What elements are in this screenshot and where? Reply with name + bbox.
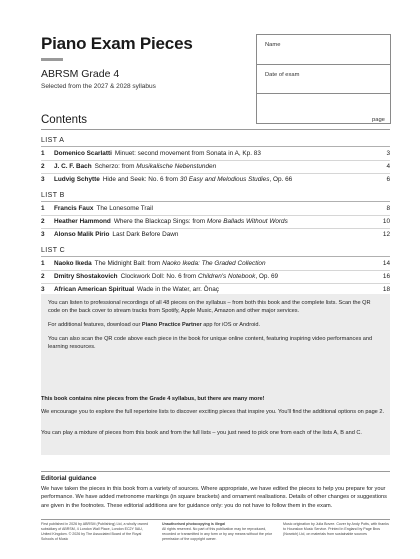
work-title: Last Dark Before Dawn: [112, 231, 179, 238]
composer-name: Ludvig Schytte: [54, 176, 100, 183]
composer-name: Dmitry Shostakovich: [54, 273, 118, 280]
list-heading-rule: [41, 201, 390, 202]
page-number: 12: [382, 231, 390, 238]
page-number: 3: [386, 150, 390, 157]
guidance-rule: [41, 471, 390, 472]
item-number: 3: [41, 286, 45, 293]
date-label: Date of exam: [265, 72, 300, 78]
work-title: Clockwork Doll: No. 6 from Children's Notebook, Op. 69: [120, 273, 279, 280]
name-divider: [257, 64, 390, 65]
intro-bold: This book contains nine pieces from the Grade 4 syllabus, but there are many more!: [41, 396, 265, 402]
item-number: 1: [41, 260, 45, 267]
page-number: 16: [382, 273, 390, 280]
name-label: Name: [265, 42, 281, 48]
work-title: Hide and Seek: No. 6 from 30 Easy and Melodious Studies, Op. 66: [102, 176, 293, 183]
composer-name: Alonso Malik Pirio: [54, 231, 110, 238]
grade-subtitle: ABRSM Grade 4: [41, 68, 120, 80]
composer-name: J. C. F. Bach: [54, 163, 92, 170]
item-number: 3: [41, 176, 45, 183]
qr-paragraph: You can also scan the QR code above each piece in the book for unique online content, featuring inspiring video performances and learning resources.: [48, 336, 373, 351]
contents-item: [41, 148, 390, 160]
list-heading: LIST B: [41, 192, 65, 199]
page-number: 4: [386, 163, 390, 170]
page-number: 6: [386, 176, 390, 183]
composer-name: African American Spiritual: [54, 286, 135, 293]
list-heading-rule: [41, 256, 390, 257]
composer-name: Francis Faux: [54, 205, 94, 212]
guidance-title: Editorial guidance: [41, 475, 97, 482]
item-number: 3: [41, 231, 45, 238]
contents-list: [41, 131, 390, 296]
list-heading: LIST A: [41, 137, 65, 144]
item-number: 2: [41, 163, 45, 170]
page-number: 18: [382, 286, 390, 293]
item-number: 1: [41, 150, 45, 157]
footer-copyright: Unauthorised photocopying is illegal All rights reserved. No part of this publication may be reproduced, recorded or transmitted in any form or by any means without the prior permission of the copyright owner.: [162, 522, 273, 541]
item-number: 1: [41, 205, 45, 212]
work-title: The Lonesome Trail: [96, 205, 153, 212]
contents-rule: [41, 129, 390, 130]
contents-item: [41, 174, 390, 186]
work-title: Minuet: second movement from Sonata in A, Kp. 83: [114, 150, 261, 157]
page-number: 14: [382, 260, 390, 267]
composer-name: Naoko Ikeda: [54, 260, 92, 267]
page-column-label: page: [372, 117, 385, 123]
candidate-details-box: [256, 34, 391, 124]
work-title: Scherzo: from Musikalische Nebenstunden: [94, 163, 217, 170]
page-number: 10: [382, 218, 390, 225]
page-number: 8: [386, 205, 390, 212]
work-title: Wade in the Water, arr. Önaç: [137, 286, 219, 293]
recordings-paragraph: You can listen to professional recordings of all 48 pieces on the syllabus – from both this book and the complete lists. Scan the QR code on the back cover to stream tracks from Spotify, Apple Music, Amazon and other major services.: [48, 300, 371, 315]
work-title: Where the Blackcap Sings: from More Ballads Without Words: [113, 218, 288, 225]
contents-item: [41, 258, 390, 270]
composer-name: Heather Hammond: [54, 218, 111, 225]
contents-item: [41, 203, 390, 215]
app-paragraph: For additional features, download our Piano Practice Partner app for iOS or Android.: [48, 322, 261, 328]
mixture-paragraph: You can play a mixture of pieces from this book and from the full lists – you just need to pick one from each of the lists A, B and C.: [41, 430, 362, 436]
title-underline: [41, 58, 63, 61]
list-heading-rule: [41, 146, 390, 147]
contents-heading: Contents: [41, 114, 88, 126]
date-divider: [257, 93, 390, 94]
footer-credits: Music origination by Julia Bovee. Cover by Andy Potts, with thanks to Hounslow Music Service. Printed in England by Page Bros (Norwich) Ltd, on materials from sustainable sources: [283, 522, 389, 536]
contents-item: [41, 271, 390, 283]
work-title: The Midnight Ball: from Naoko Ikeda: The Graded Collection: [94, 260, 266, 267]
item-number: 2: [41, 273, 45, 280]
footer-rule: [41, 519, 390, 520]
explore-paragraph: We encourage you to explore the full repertoire lists to discover exciting pieces that inspire you. You'll find the additional options on page 2.: [41, 409, 385, 415]
footer-publisher: First published in 2026 by ABRSM (Publishing) Ltd, a wholly owned subsidiary of ABRSM, 4 London Wall Place, London EC2Y 5AU, United Kingdom. © 2026 by The Associated Board of the Royal Schools of Music: [41, 522, 149, 541]
contents-item: [41, 229, 390, 241]
page-title: Piano Exam Pieces: [41, 34, 193, 53]
item-number: 2: [41, 218, 45, 225]
contents-item: [41, 216, 390, 228]
contents-item: [41, 161, 390, 173]
guidance-text: We have taken the pieces in this book from a variety of sources. Where appropriate, we have edited the pieces to help you prepare for your performance. We have added metronome markings (in square brackets) and ornament realisations. Details of other changes or suggestions are given in the footnotes. These editorial additions are for guidance only: you do not have to follow them in the exam.: [41, 486, 387, 509]
list-heading: LIST C: [41, 247, 66, 254]
syllabus-selection: Selected from the 2027 & 2028 syllabus: [41, 83, 156, 90]
composer-name: Domenico Scarlatti: [54, 150, 112, 157]
